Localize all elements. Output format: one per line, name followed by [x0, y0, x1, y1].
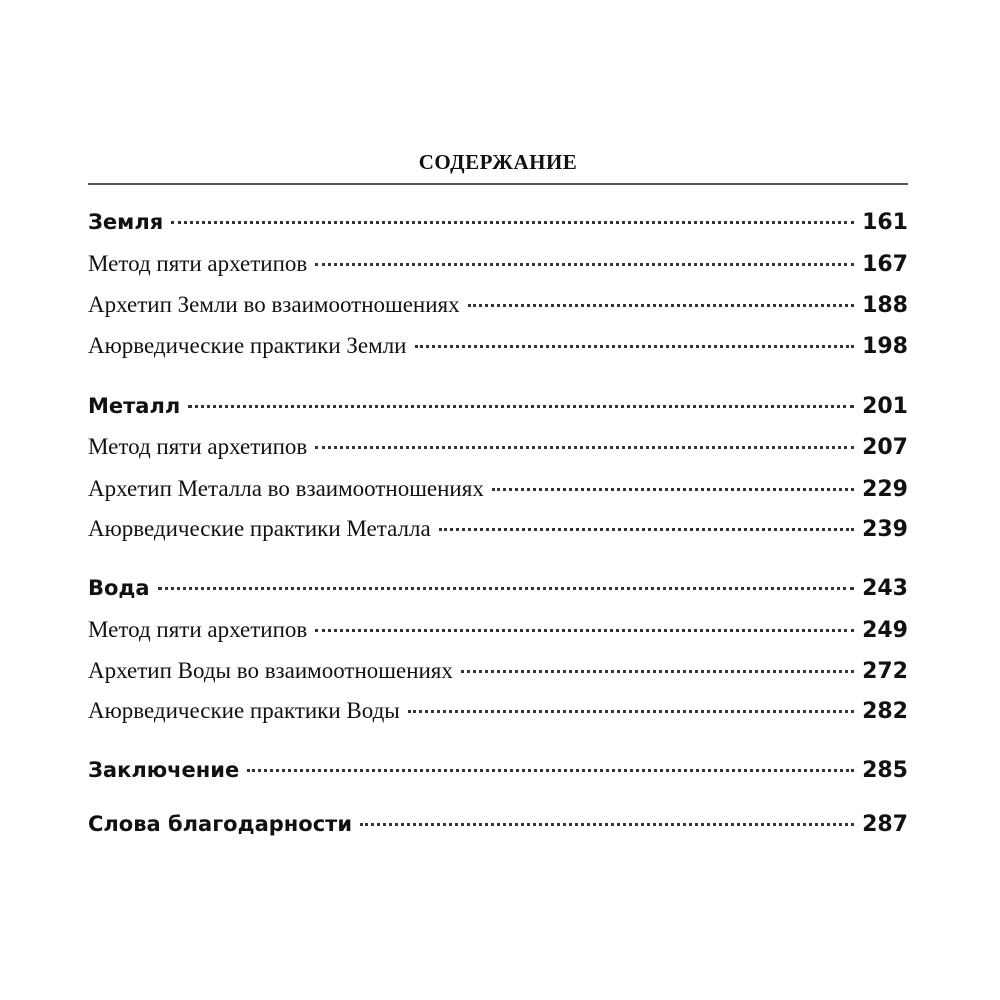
- toc-entry-title: Земля: [88, 210, 164, 234]
- toc-entry-title: Металл: [88, 394, 181, 418]
- toc-entry-section[interactable]: [88, 476, 908, 510]
- toc-entry-chapter[interactable]: [88, 812, 908, 846]
- toc-entry-page: 272: [862, 659, 908, 684]
- toc-entry-page: 287: [862, 812, 908, 837]
- dot-leader: [468, 304, 854, 307]
- toc-entry-section[interactable]: [88, 292, 908, 326]
- toc-entry-page: 239: [862, 517, 908, 542]
- toc-entry-page: 161: [862, 210, 908, 235]
- dot-leader: [247, 769, 854, 772]
- toc-entry-title: Заключение: [88, 758, 240, 782]
- toc-entry-page: 229: [862, 477, 908, 502]
- toc-entry-page: 207: [862, 435, 908, 460]
- toc-entry-page: 201: [862, 394, 908, 419]
- toc-entry-title: Метод пяти архетипов: [88, 617, 308, 642]
- toc-entry-title: Аюрведические практики Металла: [88, 516, 431, 541]
- toc-entry-section[interactable]: [88, 251, 908, 285]
- toc-entry-page: 285: [862, 758, 908, 783]
- toc-entry-title: Архетип Земли во взаимоотношениях: [88, 292, 460, 317]
- toc-entry-chapter[interactable]: [88, 758, 908, 792]
- toc-entry-section[interactable]: [88, 698, 908, 732]
- toc-entry-section[interactable]: [88, 617, 908, 651]
- toc-entry-title: Метод пяти архетипов: [88, 434, 308, 459]
- toc-entry-chapter[interactable]: [88, 394, 908, 428]
- toc-entry-chapter[interactable]: [88, 210, 908, 244]
- dot-leader: [315, 263, 854, 266]
- toc-entry-section[interactable]: [88, 333, 908, 367]
- toc-entry-page: 167: [862, 252, 908, 277]
- toc-entry-title: Архетип Воды во взаимоотношениях: [88, 658, 453, 683]
- toc-entry-section[interactable]: [88, 516, 908, 550]
- toc-entry-title: Метод пяти архетипов: [88, 251, 308, 276]
- table-of-contents: [88, 0, 908, 1000]
- toc-entry-page: 198: [862, 334, 908, 359]
- dot-leader: [492, 488, 854, 491]
- dot-leader: [360, 823, 854, 826]
- toc-entry-title: Слова благодарности: [88, 812, 353, 836]
- dot-leader: [158, 587, 854, 590]
- dot-leader: [408, 710, 854, 713]
- toc-entry-section[interactable]: [88, 434, 908, 468]
- toc-entry-chapter[interactable]: [88, 576, 908, 610]
- toc-entry-page: 249: [862, 618, 908, 643]
- toc-entry-section[interactable]: [88, 658, 908, 692]
- toc-entry-title: Вода: [88, 576, 150, 600]
- page-title: СОДЕРЖАНИЕ: [418, 150, 578, 174]
- dot-leader: [439, 528, 854, 531]
- dot-leader: [415, 345, 855, 348]
- dot-leader: [188, 405, 854, 408]
- toc-entry-page: 282: [862, 699, 908, 724]
- dot-leader: [461, 670, 854, 673]
- toc-entry-title: Архетип Металла во взаимоотношениях: [88, 476, 484, 501]
- toc-entry-page: 243: [862, 576, 908, 601]
- dot-leader: [315, 446, 854, 449]
- toc-entry-title: Аюрведические практики Земли: [88, 333, 407, 358]
- dot-leader: [171, 221, 854, 224]
- toc-entry-title: Аюрведические практики Воды: [88, 698, 400, 723]
- toc-entry-page: 188: [862, 293, 908, 318]
- dot-leader: [315, 629, 854, 632]
